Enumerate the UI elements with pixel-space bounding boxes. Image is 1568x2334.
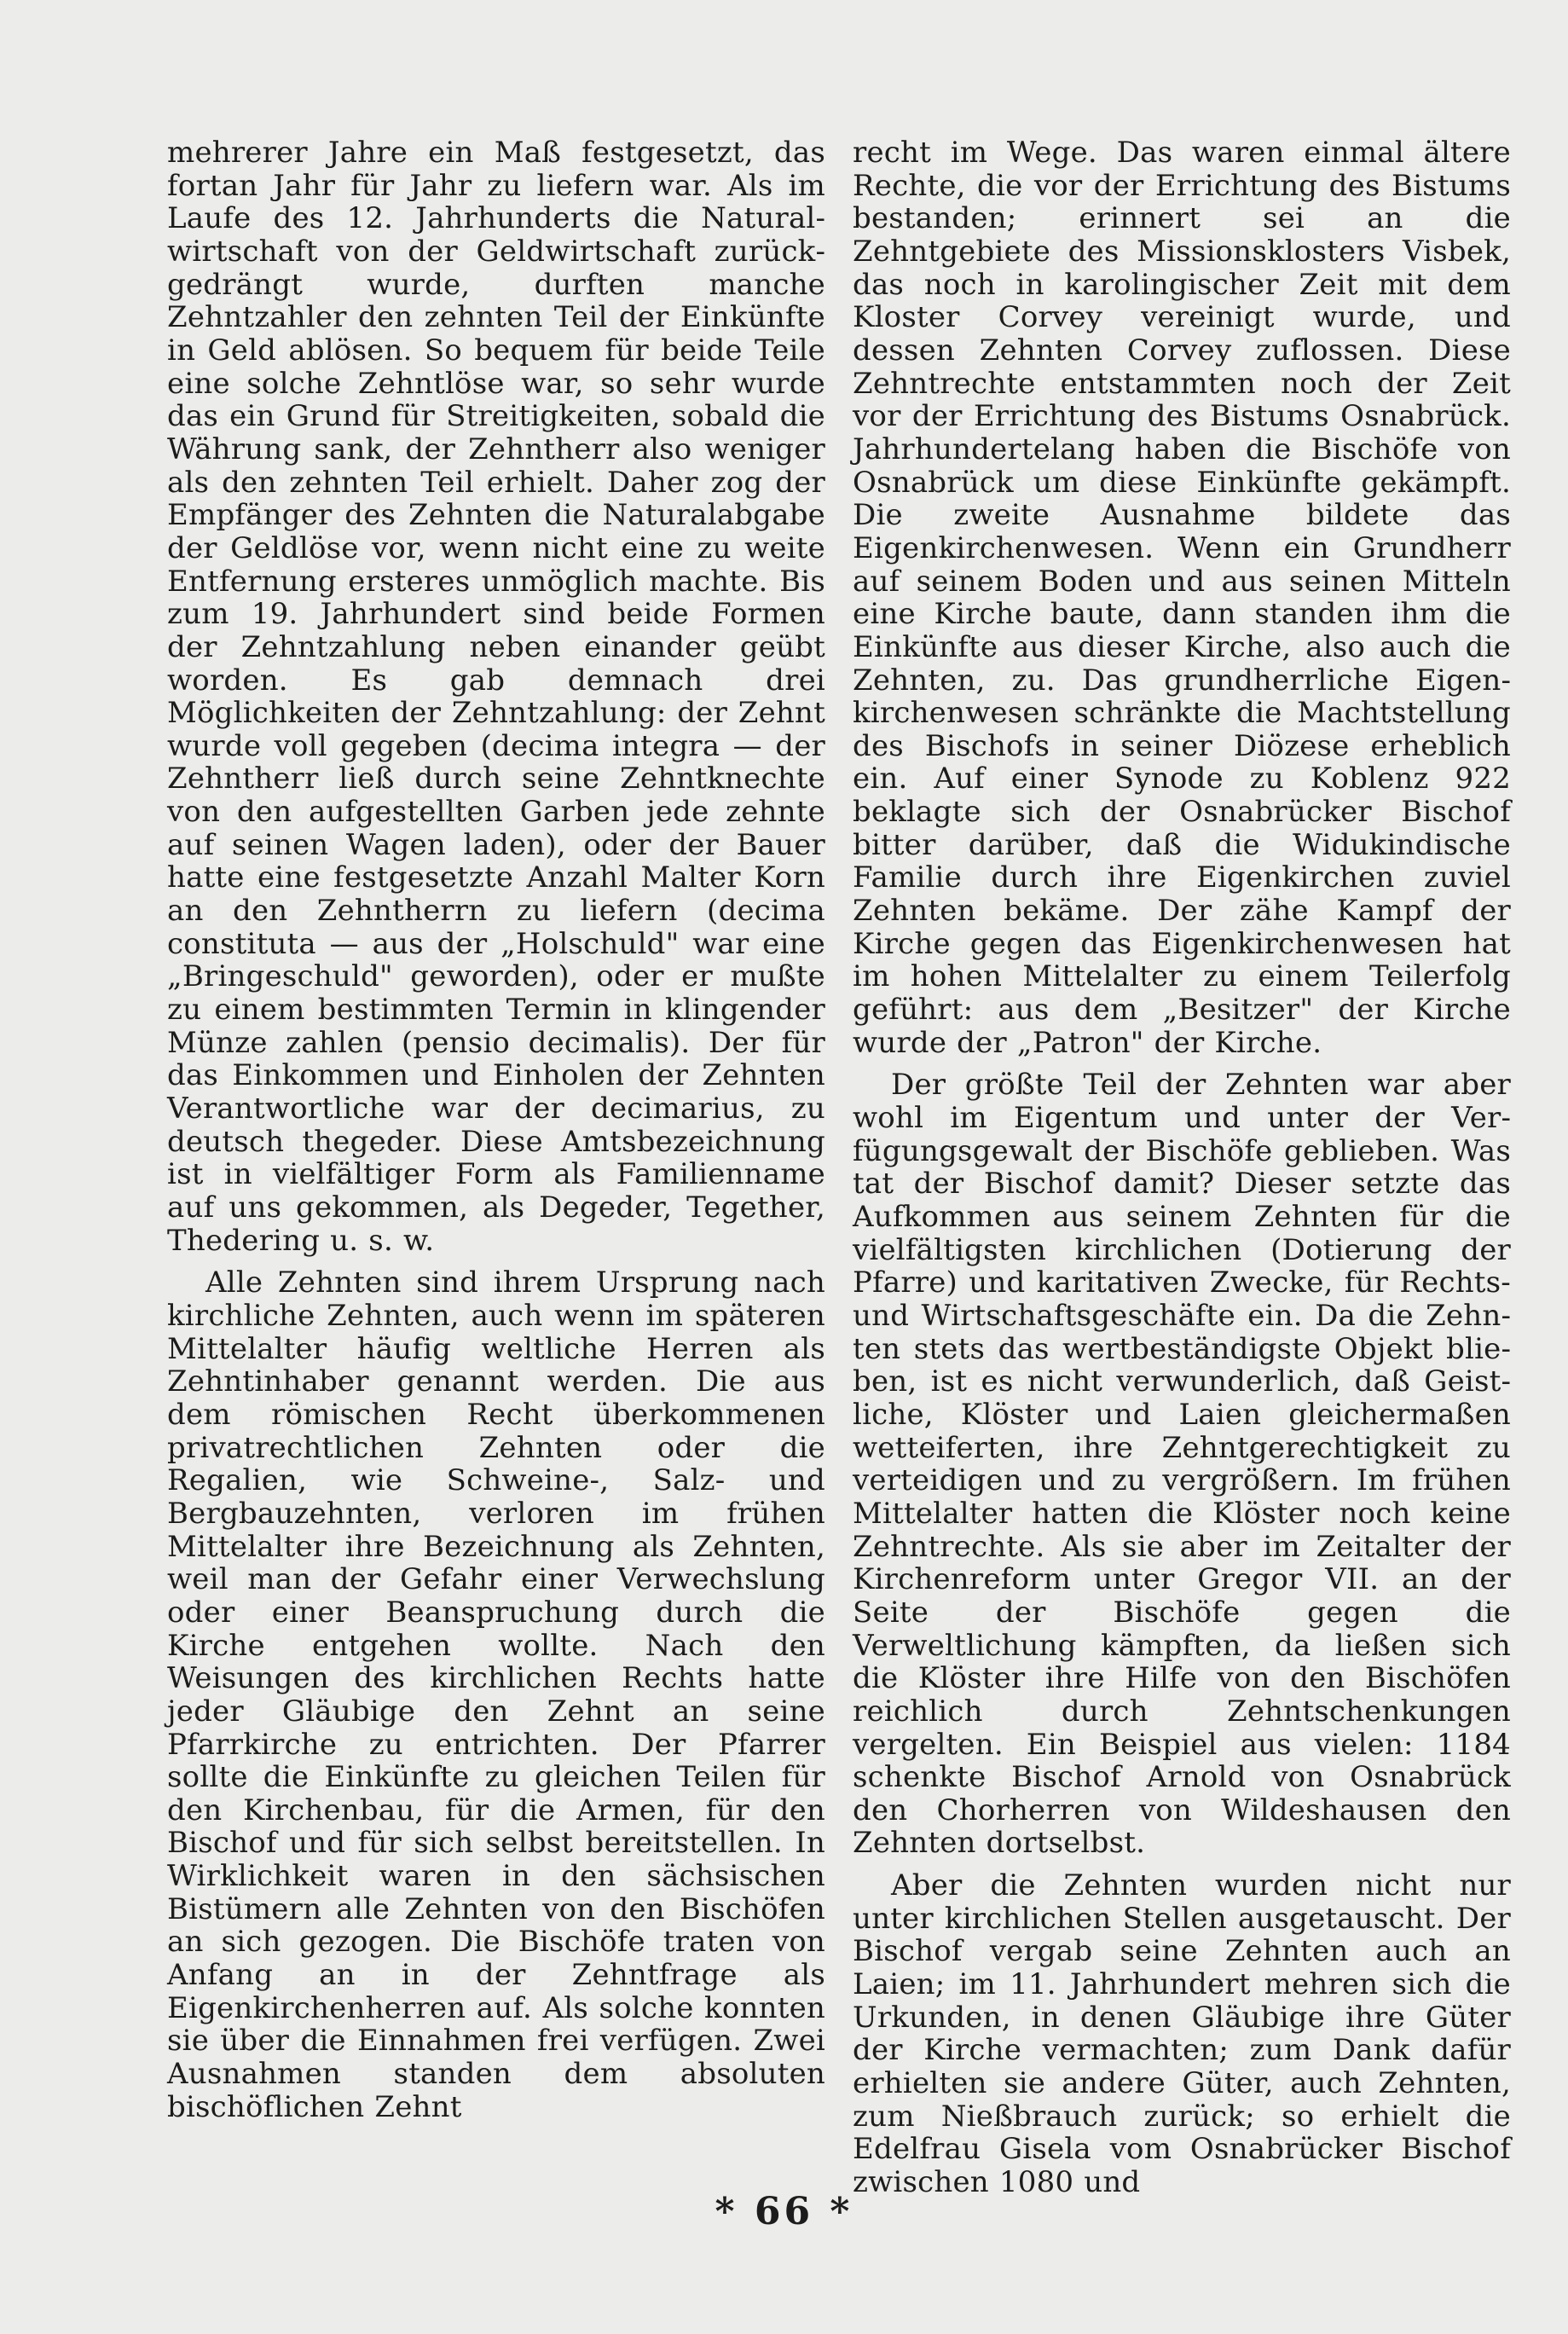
- paragraph: mehrerer Jahre ein Maß festgesetzt, das fortan Jahr für Jahr zu liefern war. Als im Laufe des 12. Jahrhunderts die Naturalwirtschaft von der Geldwirtschaft zurückgedrängt wurde, durften manche Zehntzahler den zehnten Teil der Einkünfte in Geld ablösen. So bequem für beide Teile eine solche Zehntlöse war, so sehr wurde das ein Grund für Streitigkeiten, sobald die Währung sank, der Zehntherr also weniger als den zehnten Teil erhielt. Daher zog der Empfänger des Zehnten die Naturalabgabe der Geldlöse vor, wenn nicht eine zu weite Entfernung ersteres unmöglich machte. Bis zum 19. Jahrhundert sind beide Formen der Zehntzahlung neben einander geübt worden. Es gab demnach drei Möglichkeiten der Zehntzahlung: der Zehnt wurde voll gegeben (decima integra — der Zehntherr ließ durch seine Zehntknechte von den aufgestellten Garben jede zehnte auf seinen Wagen laden), oder der Bauer hatte eine festgesetzte Anzahl Malter Korn an den Zehntherrn zu liefern (decima constituta — aus der „Holschuld" war eine „Bringeschuld" geworden), oder er mußte zu einem bestimmten Termin in klingender Münze zahlen (pensio decimalis). Der für das Einkommen und Einholen der Zehnten Verantwortliche war der decimarius, zu deutsch thegeder. Diese Amtsbezeichnung ist in vielfältiger Form als Familienname auf uns gekommen, als Degeder, Tegether, Thedering u. s. w.: [167, 136, 825, 1258]
- paragraph: Der größte Teil der Zehnten war aber wohl im Eigentum und unter der Verfügungsgewalt der Bischöfe geblieben. Was tat der Bischof damit? Dieser setzte das Aufkommen aus seinem Zehnten für die vielfältigsten kirchlichen (Dotierung der Pfarre) und karitativen Zwecke, für Rechts- und Wirtschaftsgeschäfte ein. Da die Zehnten stets das wertbeständigste Objekt blieben, ist es nicht verwunderlich, daß Geistliche, Klöster und Laien gleichermaßen wetteiferten, ihre Zehntgerechtigkeit zu verteidigen und zu vergrößern. Im frühen Mittelalter hatten die Klöster noch keine Zehntrechte. Als sie aber im Zeitalter der Kirchenreform unter Gregor VII. an der Seite der Bischöfe gegen die Verweltlichung kämpften, da ließen sich die Klöster ihre Hilfe von den Bischöfen reichlich durch Zehntschenkungen vergelten. Ein Beispiel aus vielen: 1184 schenkte Bischof Arnold von Osnabrück den Chorherren von Wildeshausen den Zehnten dortselbst.: [853, 1068, 1511, 1861]
- paragraph: recht im Wege. Das waren einmal ältere Rechte, die vor der Errichtung des Bistums bestanden; erinnert sei an die Zehntgebiete des Missionsklosters Visbek, das noch in karolingischer Zeit mit dem Kloster Corvey vereinigt wurde, und dessen Zehnten Corvey zuflossen. Diese Zehntrechte entstammten noch der Zeit vor der Errichtung des Bistums Osnabrück. Jahrhundertelang haben die Bischöfe von Osnabrück um diese Einkünfte gekämpft. Die zweite Ausnahme bildete das Eigenkirchenwesen. Wenn ein Grundherr auf seinem Boden und aus seinen Mitteln eine Kirche baute, dann standen ihm die Einkünfte aus dieser Kirche, also auch die Zehnten, zu. Das grundherrliche Eigenkirchenwesen schränkte die Machtstellung des Bischofs in seiner Diözese erheblich ein. Auf einer Synode zu Koblenz 922 beklagte sich der Osnabrücker Bischof bitter darüber, daß die Widukindische Familie durch ihre Eigenkirchen zuviel Zehnten bekäme. Der zähe Kampf der Kirche gegen das Eigenkirchenwesen hat im hohen Mittelalter zu einem Teilerfolg geführt: aus dem „Besitzer" der Kirche wurde der „Patron" der Kirche.: [853, 136, 1511, 1060]
- page-number: * 66 *: [715, 2190, 853, 2233]
- paragraph: Alle Zehnten sind ihrem Ursprung nach kirchliche Zehnten, auch wenn im späteren Mittelalter häufig weltliche Herren als Zehntinhaber genannt werden. Die aus dem römischen Recht überkommenen privatrechtlichen Zehnten oder die Regalien, wie Schweine-, Salz- und Bergbauzehnten, verloren im frühen Mittelalter ihre Bezeichnung als Zehnten, weil man der Gefahr einer Verwechslung oder einer Beanspruchung durch die Kirche entgehen wollte. Nach den Weisungen des kirchlichen Rechts hatte jeder Gläubige den Zehnt an seine Pfarrkirche zu entrichten. Der Pfarrer sollte die Einkünfte zu gleichen Teilen für den Kirchenbau, für die Armen, für den Bischof und für sich selbst bereitstellen. In Wirklichkeit waren in den sächsischen Bistümern alle Zehnten von den Bischöfen an sich gezogen. Die Bischöfe traten von Anfang an in der Zehntfrage als Eigenkirchenherren auf. Als solche konnten sie über die Einnahmen frei verfügen. Zwei Ausnahmen standen dem absoluten bischöflichen Zehnt: [167, 1265, 825, 2124]
- right-text-column: [853, 136, 1511, 2199]
- paragraph: Aber die Zehnten wurden nicht nur unter kirchlichen Stellen ausgetauscht. Der Bischof vergab seine Zehnten auch an Laien; im 11. Jahrhundert mehren sich die Urkunden, in denen Gläubige ihre Güter der Kirche vermachten; zum Dank dafür erhielten sie andere Güter, auch Zehnten, zum Nießbrauch zurück; so erhielt die Edelfrau Gisela vom Osnabrücker Bischof zwischen 1080 und: [853, 1868, 1511, 2200]
- left-text-column: [167, 136, 825, 2123]
